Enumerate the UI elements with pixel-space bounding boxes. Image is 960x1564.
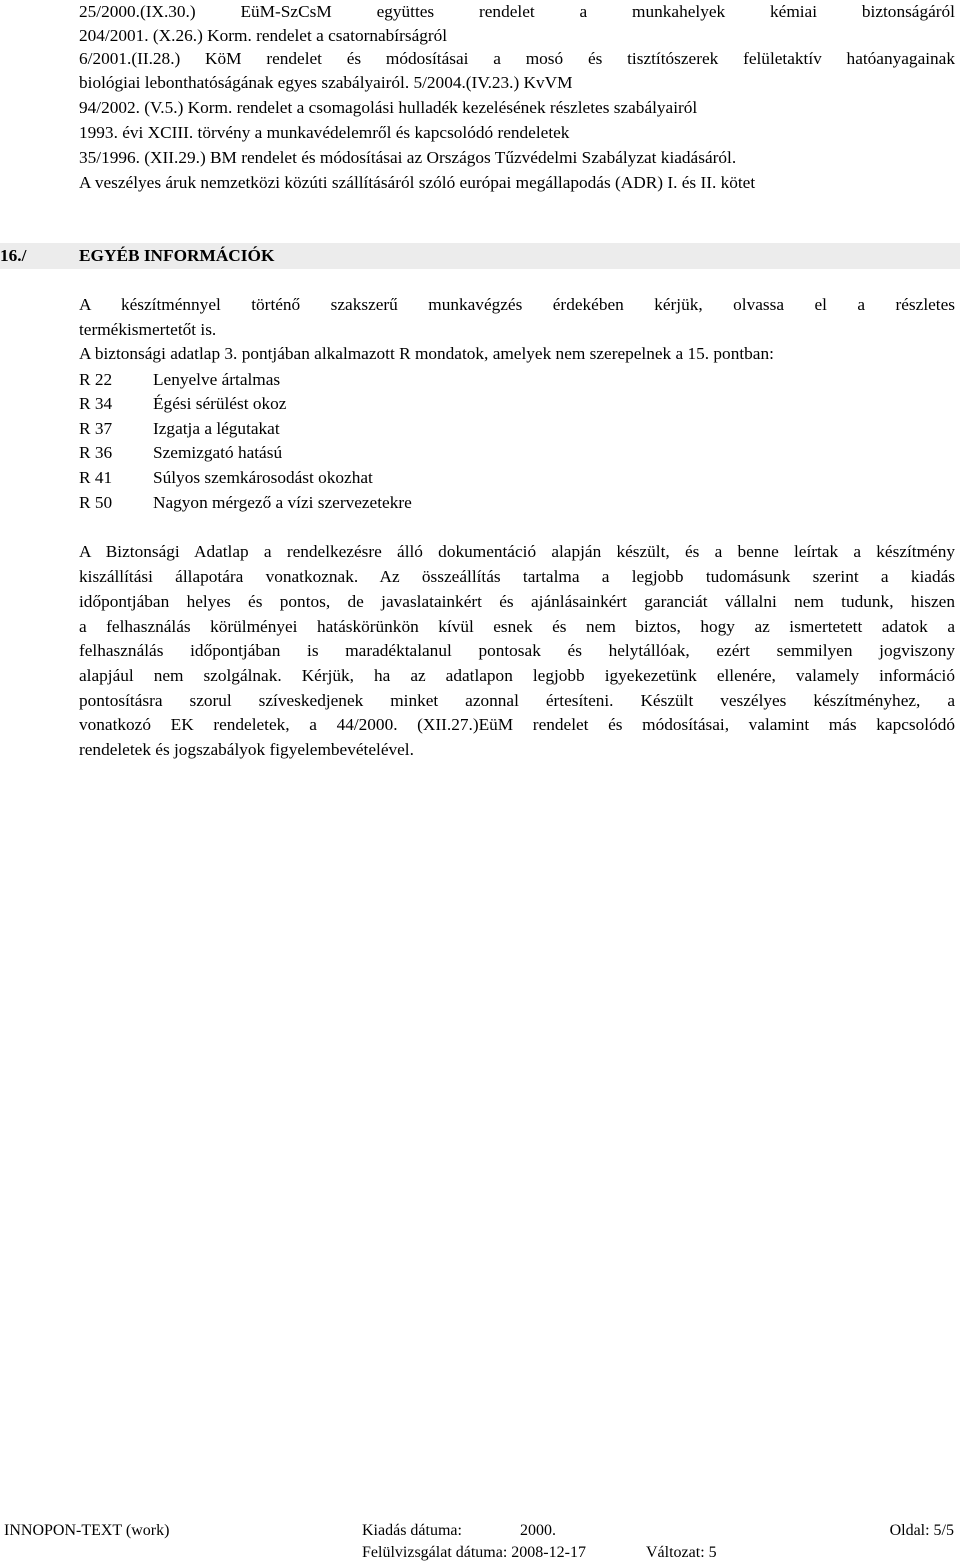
- disclaimer-line: vonatkozó EK rendeletek, a 44/2000. (XII.27.)EüM rendelet és módosításai, valamint más kapcsolódó: [79, 715, 955, 734]
- intro-line: termékismertetőt is.: [79, 320, 217, 339]
- r-phrase-text: Szemizgató hatású: [153, 443, 283, 462]
- regulation-line: 204/2001. (X.26.) Korm. rendelet a csatornabírságról: [79, 26, 448, 45]
- footer-page: Oldal: 5/5: [889, 1522, 954, 1539]
- regulation-line: 94/2002. (V.5.) Korm. rendelet a csomagolási hulladék kezelésének részletes szabályairól: [79, 98, 698, 117]
- regulation-line: 1993. évi XCIII. törvény a munkavédelemről és kapcsolódó rendeletek: [79, 123, 570, 142]
- intro-line: A készítménnyel történő szakszerű munkavégzés érdekében kérjük, olvassa el a részletes: [79, 295, 955, 314]
- intro-line: A biztonsági adatlap 3. pontjában alkalmazott R mondatok, amelyek nem szerepelnek a 15. pontban:: [79, 344, 774, 363]
- regulation-line: biológiai lebonthatóságának egyes szabályairól. 5/2004.(IV.23.) KvVM: [79, 73, 573, 92]
- r-phrase-text: Lenyelve ártalmas: [153, 370, 281, 389]
- footer-version: Változat: 5: [646, 1544, 717, 1561]
- r-phrase-code: R 37: [79, 419, 113, 438]
- regulation-line: 25/2000.(IX.30.) EüM-SzCsM együttes rendelet a munkahelyek kémiai biztonságáról: [79, 2, 955, 21]
- footer-product: INNOPON-TEXT (work): [4, 1522, 170, 1539]
- r-phrase-code: R 34: [79, 394, 113, 413]
- r-phrase-code: R 41: [79, 468, 113, 487]
- section-number: 16./: [0, 246, 27, 265]
- disclaimer-line: felhasználás időpontjában is maradéktalanul pontosak és helytállóak, ezért semmilyen jogviszony: [79, 641, 955, 660]
- r-phrase-text: Égési sérülést okoz: [153, 394, 287, 413]
- r-phrase-code: R 22: [79, 370, 113, 389]
- disclaimer-line: a felhasználás körülményei hatáskörünkön kívül esnek és nem biztos, hogy az ismertetett adatok a: [79, 617, 955, 636]
- disclaimer-line: időpontjában helyes és pontos, de javaslatainkért és ajánlásainkért garanciát vállalni nem tudunk, hiszen: [79, 592, 955, 611]
- regulation-line: A veszélyes áruk nemzetközi közúti szállításáról szóló európai megállapodás (ADR) I. és II. kötet: [79, 173, 756, 192]
- disclaimer-line: kiszállítási állapotára vonatkoznak. Az összeállítás tartalma a legjobb tudomásunk szerint a kiadás: [79, 567, 955, 586]
- r-phrase-code: R 50: [79, 493, 113, 512]
- r-phrase-text: Nagyon mérgező a vízi szervezetekre: [153, 493, 412, 512]
- r-phrase-text: Izgatja a légutakat: [153, 419, 280, 438]
- disclaimer-line: pontosításra szorul szíveskedjenek minket azonnal értesíteni. Készült veszélyes készítményhez, a: [79, 691, 955, 710]
- regulation-line: 6/2001.(II.28.) KöM rendelet és módosításai a mosó és tisztítószerek felületaktív hatóanyagainak: [79, 49, 955, 68]
- regulation-line: 35/1996. (XII.29.) BM rendelet és módosításai az Országos Tűzvédelmi Szabályzat kiadásáról.: [79, 148, 737, 167]
- disclaimer-line: A Biztonsági Adatlap a rendelkezésre álló dokumentáció alapján készült, és a benne leírtak a készítmény: [79, 542, 955, 561]
- r-phrase-code: R 36: [79, 443, 113, 462]
- footer-review-date: Felülvizsgálat dátuma: 2008-12-17: [362, 1544, 586, 1561]
- section-title: EGYÉB INFORMÁCIÓK: [79, 246, 275, 265]
- disclaimer-line: rendeletek és jogszabályok figyelembevételével.: [79, 740, 414, 759]
- disclaimer-line: alapjául nem szolgálnak. Kérjük, ha az adatlapon legjobb igyekezetünk ellenére, valamely információ: [79, 666, 955, 685]
- footer-issue-label: Kiadás dátuma:: [362, 1522, 462, 1539]
- r-phrase-text: Súlyos szemkárosodást okozhat: [153, 468, 373, 487]
- footer-issue-value: 2000.: [520, 1522, 556, 1539]
